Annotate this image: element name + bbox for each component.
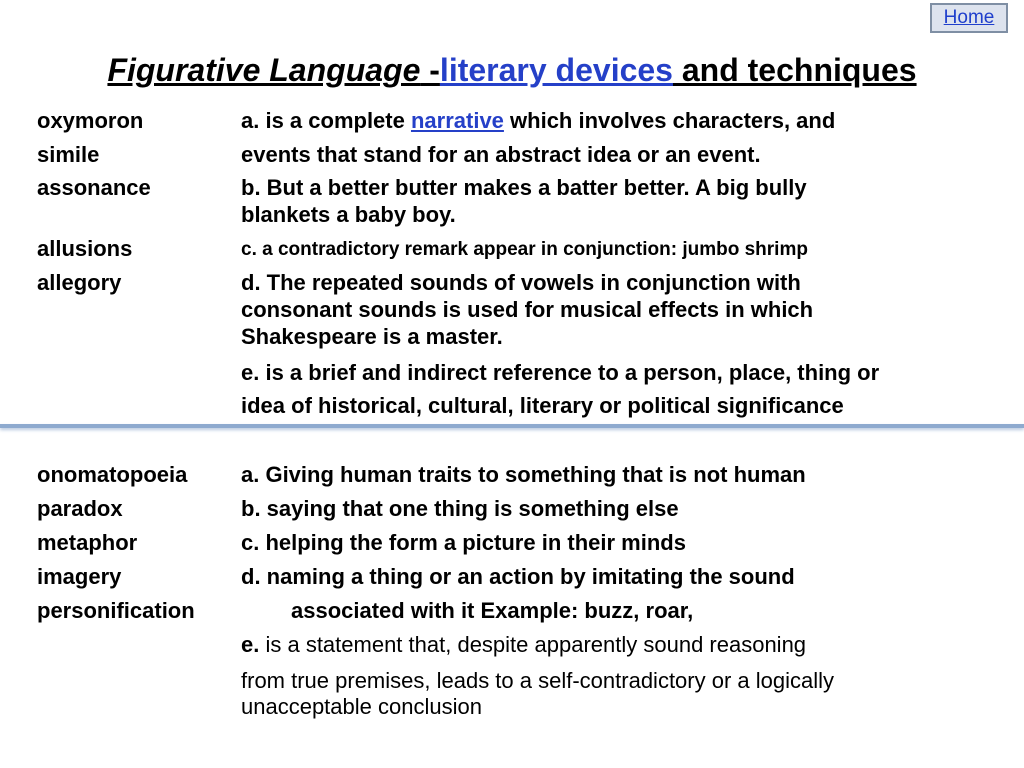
term-metaphor: metaphor: [37, 530, 138, 555]
def-1a-post: which involves characters, and: [503, 108, 836, 133]
section-divider: [0, 424, 1024, 428]
term-allegory: allegory: [37, 270, 122, 295]
term-onomatopoeia: onomatopoeia: [37, 462, 188, 487]
term-assonance: assonance: [37, 175, 151, 200]
title-dash: -: [420, 52, 440, 88]
term-paradox: paradox: [37, 496, 123, 521]
def-2e-line2: from true premises, leads to a self-contradictory or a logically: [241, 668, 835, 693]
def-1b-line2: blankets a baby boy.: [241, 202, 456, 227]
def-2e-line1: [241, 632, 806, 658]
def-2a: a. Giving human traits to something that is not human: [241, 462, 806, 487]
literary-devices-link[interactable]: literary devices: [439, 52, 673, 88]
def-2d-line1: d. naming a thing or an action by imitating the sound: [241, 564, 795, 589]
term-personification: personification: [37, 598, 195, 623]
def-1b-line1: b. But a better butter makes a batter better. A big bully: [241, 175, 807, 200]
slide-title: [0, 52, 1024, 89]
def-2e-line3: unacceptable conclusion: [241, 694, 482, 719]
title-tail: and techniques: [672, 52, 917, 88]
def-2e-text: is a statement that, despite apparently sound reasoning: [259, 632, 807, 657]
def-2c: c. helping the form a picture in their minds: [241, 530, 686, 555]
def-1d-line3: Shakespeare is a master.: [241, 324, 503, 349]
def-1a-line2: events that stand for an abstract idea or an event.: [241, 142, 761, 167]
title-italic-part: Figurative Language: [107, 52, 421, 88]
home-button[interactable]: [930, 3, 1008, 33]
term-simile: simile: [37, 142, 100, 167]
def-2d-line2: associated with it Example: buzz, roar,: [291, 598, 694, 623]
term-allusions: allusions: [37, 236, 133, 261]
def-1a-pre: a. is a complete: [241, 108, 411, 133]
term-oxymoron: oxymoron: [37, 108, 144, 133]
def-1e-line2: idea of historical, cultural, literary or political significance: [241, 393, 844, 418]
def-1d-line2: consonant sounds is used for musical effects in which: [241, 297, 814, 322]
def-2b: b. saying that one thing is something else: [241, 496, 679, 521]
def-1a-line1: [241, 108, 835, 134]
term-imagery: imagery: [37, 564, 122, 589]
def-1e-line1: e. is a brief and indirect reference to a person, place, thing or: [241, 360, 880, 385]
def-1c: c. a contradictory remark appear in conjunction: jumbo shrimp: [241, 239, 808, 260]
narrative-link[interactable]: narrative: [410, 108, 504, 133]
def-1d-line1: d. The repeated sounds of vowels in conjunction with: [241, 270, 801, 295]
def-2e-label: e.: [241, 632, 260, 657]
home-link[interactable]: Home: [943, 7, 995, 28]
